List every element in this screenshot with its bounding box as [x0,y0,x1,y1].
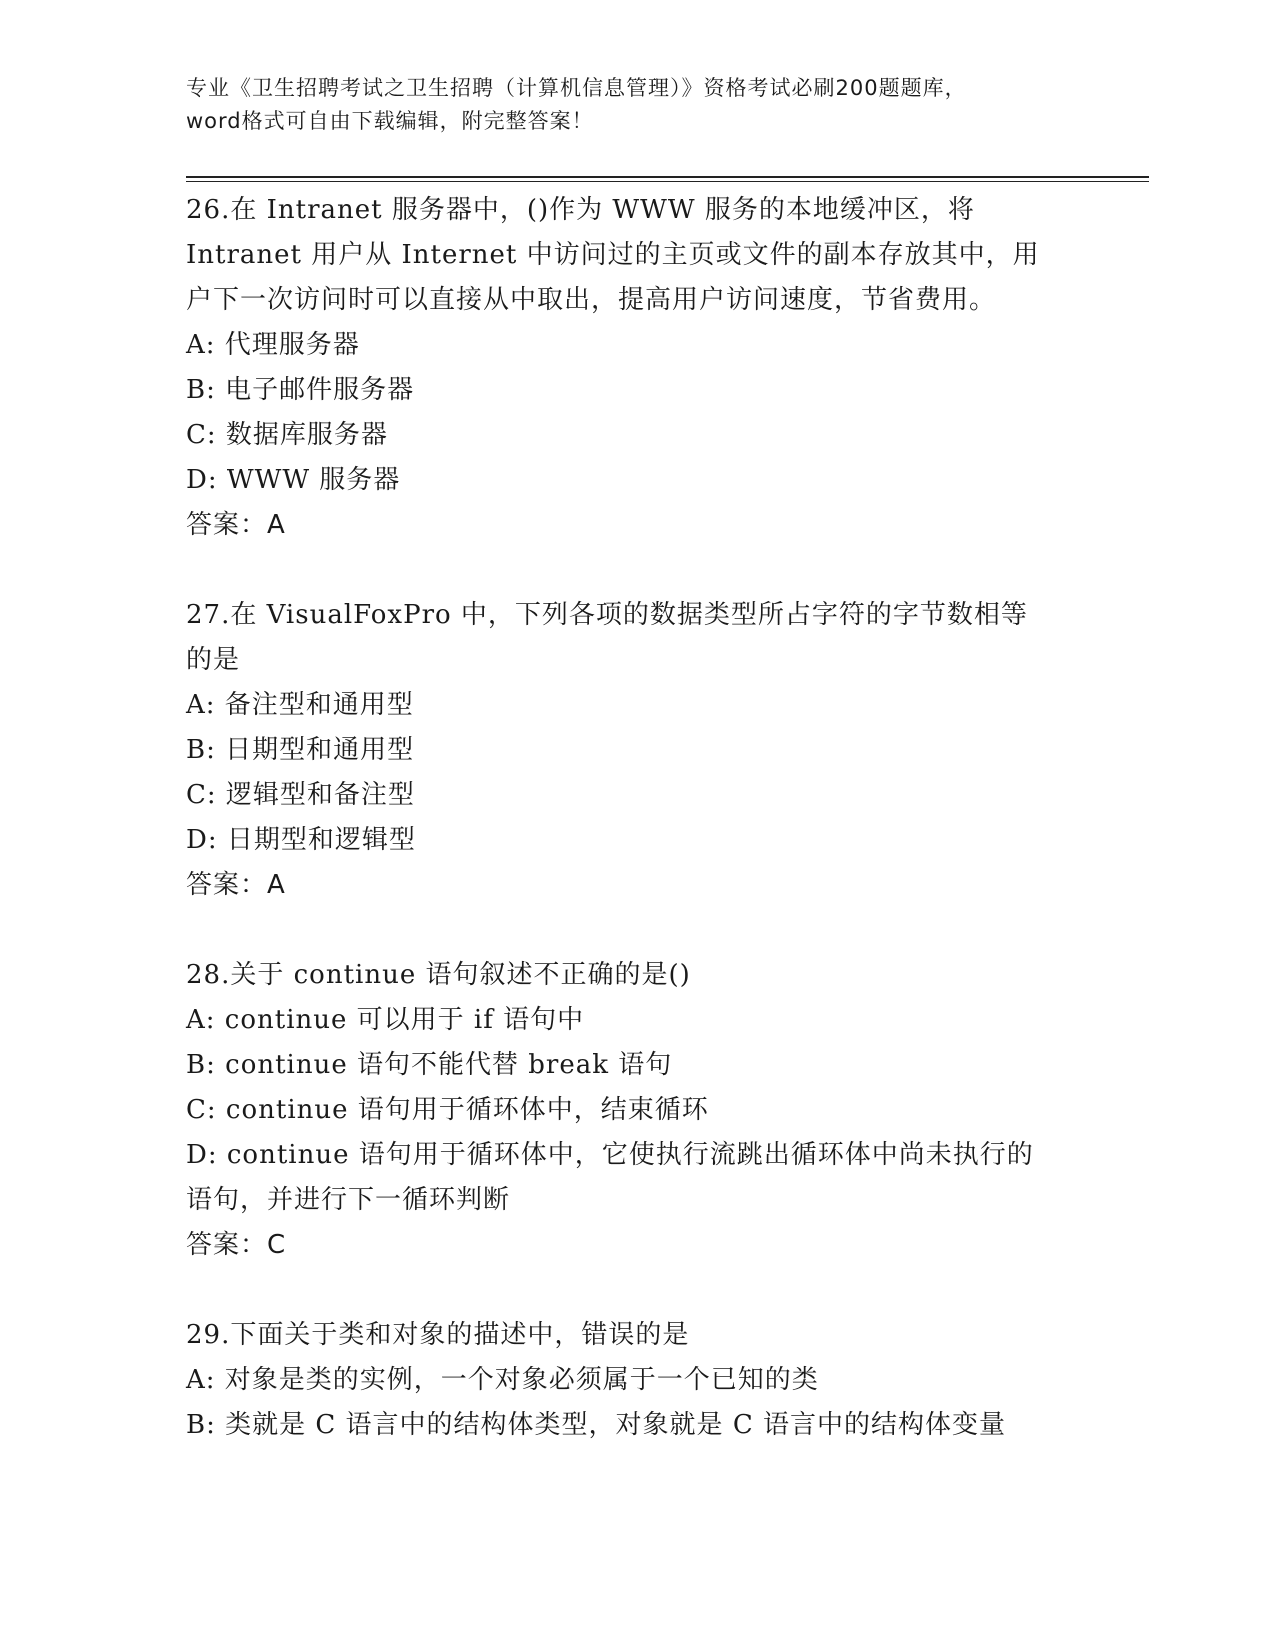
question-stem-line: 27.在 VisualFoxPro 中，下列各项的数据类型所占字符的字节数相等 [186,600,1028,630]
question-26 [186,188,1086,548]
header-line-1: 专业《卫生招聘考试之卫生招聘（计算机信息管理）》资格考试必刷200题题库， [186,76,967,100]
option-a: A: 对象是类的实例，一个对象必须属于一个已知的类 [186,1365,819,1395]
option-b: B: continue 语句不能代替 break 语句 [186,1050,673,1080]
question-stem-line: Intranet 用户从 Internet 中访问过的主页或文件的副本存放其中，用 [186,240,1040,270]
question-29 [186,1313,1086,1448]
question-stem-line: 28.关于 continue 语句叙述不正确的是() [186,960,691,990]
header-divider [186,176,1149,182]
question-list [186,188,1086,1448]
option-c: C: 数据库服务器 [186,420,388,450]
question-stem-line: 26.在 Intranet 服务器中，()作为 WWW 服务的本地缓冲区，将 [186,195,975,225]
option-d: D: WWW 服务器 [186,465,401,495]
option-b: B: 类就是 C 语言中的结构体类型，对象就是 C 语言中的结构体变量 [186,1410,1006,1440]
question-27 [186,593,1086,908]
option-b: B: 电子邮件服务器 [186,375,415,405]
option-c: C: continue 语句用于循环体中，结束循环 [186,1095,709,1125]
question-stem-line: 的是 [186,645,241,675]
option-a: A: 代理服务器 [186,330,360,360]
header-line-2: word格式可自由下载编辑，附完整答案！ [186,109,594,133]
option-a: A: continue 可以用于 if 语句中 [186,1005,585,1035]
question-stem-line: 户下一次访问时可以直接从中取出，提高用户访问速度，节省费用。 [186,285,997,315]
answer-line: 答案：C [186,1230,287,1260]
question-stem-line: 29.下面关于类和对象的描述中，错误的是 [186,1320,690,1350]
answer-line: 答案：A [186,870,286,900]
answer-line: 答案：A [186,510,286,540]
option-d: D: 日期型和逻辑型 [186,825,416,855]
option-d-continued: 语句，并进行下一循环判断 [186,1185,511,1215]
option-b: B: 日期型和通用型 [186,735,415,765]
option-a: A: 备注型和通用型 [186,690,414,720]
document-header [186,72,1086,138]
option-d: D: continue 语句用于循环体中，它使执行流跳出循环体中尚未执行的 [186,1140,1034,1170]
question-28 [186,953,1086,1268]
option-c: C: 逻辑型和备注型 [186,780,415,810]
